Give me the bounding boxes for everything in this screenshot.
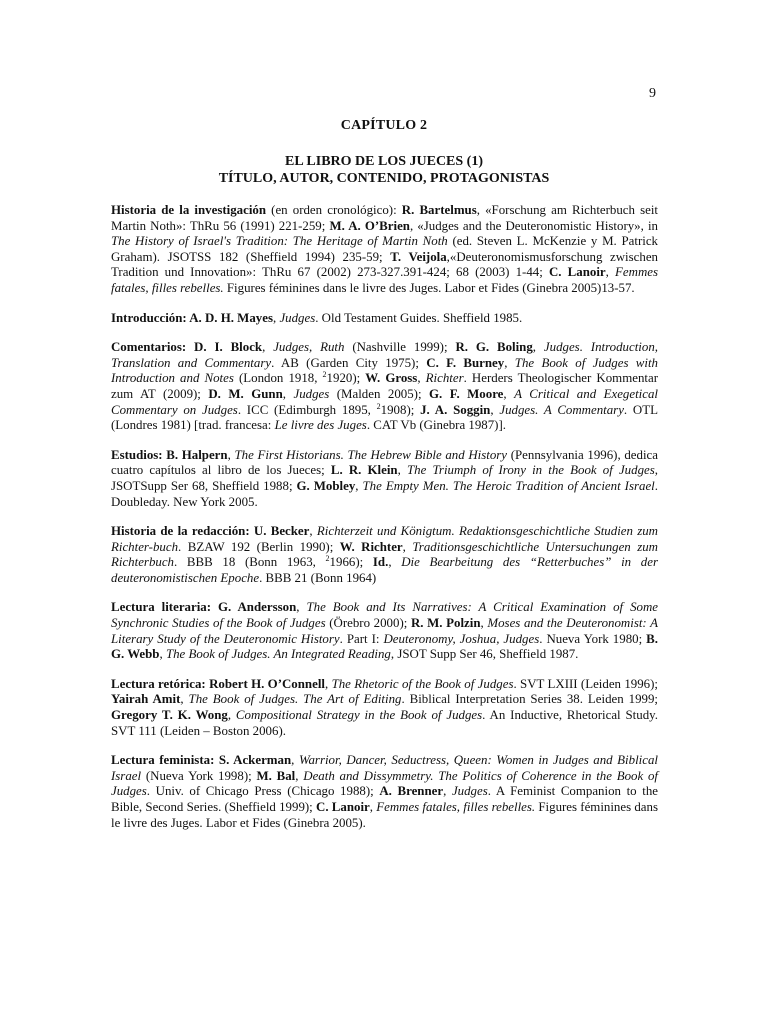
plain-text: , (504, 355, 515, 370)
bold-text: M. A. O’Brien (329, 218, 410, 233)
italic-title: The History of Israel's Tradition: The Heritage of Martin Noth (111, 234, 448, 249)
plain-text: 1920); (326, 371, 366, 386)
plain-text: . Nueva York 1980; (539, 631, 647, 646)
italic-title: Compositional Strategy in the Book of Judges (235, 708, 483, 723)
italic-title: Femmes fatales, filles rebelles. (376, 800, 536, 814)
bold-text: G. Mobley (296, 478, 356, 493)
plain-text: . Herders Theologischer Kommentar zum AT (2009); (111, 371, 658, 401)
plain-text: , (503, 386, 515, 401)
plain-text: , (490, 402, 500, 417)
plain-text: , (443, 784, 452, 799)
plain-text: . An Inductive, Rhetorical Study. SVT 111 (Leiden – Boston 2006). (111, 708, 658, 738)
bold-text: G. F. Moore (429, 386, 504, 401)
plain-text: . Univ. of Chicago Press (Chicago 1988); (146, 784, 380, 799)
plain-text: , (324, 676, 332, 691)
plain-text: . SVT LXIII (Leiden 1996); (513, 676, 658, 691)
plain-text: (Malden 2005); (329, 386, 430, 401)
plain-text: , (295, 768, 304, 783)
plain-text: (London 1918, (233, 371, 323, 386)
plain-text: , (355, 478, 363, 493)
italic-title: Richter (425, 371, 464, 386)
italic-title: The Book of Judges. An Integrated Reading (165, 647, 391, 662)
italic-title: Traditionsgeschichtliche Untersuchungen zum Richterbuch (111, 539, 658, 570)
bold-text: B. G. Webb (111, 631, 658, 662)
italic-title: Warrior, Dancer, Seductress, Queen: Women in Judges and Biblical Israel (111, 753, 658, 783)
italic-title: The Triumph of Irony in the Book of Judges (406, 463, 655, 478)
plain-text: , (532, 340, 544, 355)
plain-text: 1908); (380, 402, 421, 417)
title-line-1: EL LIBRO DE LOS JUECES (1) (285, 154, 483, 169)
plain-text: . BBB 18 (Bonn 1963, (174, 555, 326, 570)
plain-text: , (272, 310, 280, 325)
plain-text: . BBB 21 (Bonn 1964) (259, 570, 377, 585)
section-comentarios (111, 340, 658, 434)
bold-text: Estudios: B. Halpern (111, 447, 228, 462)
plain-text: . Part I: (339, 631, 384, 646)
plain-text: , (227, 708, 236, 723)
plain-text: , «Forschung am Richterbuch seit Martin Noth»: ThRu 56 (1991) 221-259; (111, 203, 658, 233)
italic-title: Judges (279, 310, 316, 325)
plain-text: . Old Testament Guides. Sheffield 1985. (315, 310, 523, 325)
bold-text: C. Lanoir (316, 800, 370, 814)
plain-text: , (227, 447, 235, 462)
italic-title: Judges. A Commentary (499, 402, 624, 417)
plain-text: , (397, 463, 407, 478)
bold-text: R. M. Polzin (410, 616, 481, 631)
plain-text: ,«Deuteronomismusforschung zwischen Tradition und Innovation»: ThRu 67 (2002) 273-327.391-424; 68 (2003) 1-44; (111, 249, 658, 280)
section-lectura-literaria (111, 600, 658, 662)
bold-text: Gregory T. K. Wong (111, 708, 228, 723)
chapter-heading: CAPÍTULO 2 (340, 118, 428, 133)
plain-text: , (296, 600, 307, 615)
bold-text: J. A. Soggin (420, 402, 491, 417)
bold-text: Lectura literaria: G. Andersson (111, 600, 297, 615)
bold-text: Historia de la investigación (111, 203, 267, 217)
edition-superscript: 2 (376, 401, 381, 411)
italic-title: Femmes fatales, filles rebelles. (111, 265, 658, 295)
plain-text: , (180, 692, 189, 707)
italic-title: Judges (293, 386, 330, 401)
section-lectura-retorica (111, 677, 658, 739)
italic-title: The Book of Judges. The Art of Editing (188, 692, 402, 707)
plain-text: (ed. Steven L. McKenzie y M. Patrick Graham). JSOTSS 182 (Sheffield 1994) 235-59; (111, 234, 658, 264)
italic-title: Judges (451, 784, 488, 799)
title-line-2: TÍTULO, AUTOR, CONTENIDO, PROTAGONISTAS (218, 171, 550, 186)
plain-text: , (309, 524, 317, 539)
italic-title: The Rhetoric of the Book of Judges (331, 676, 514, 691)
plain-text: 1966); (329, 555, 373, 570)
italic-title: A Critical and Exegetical Commentary on Judges (111, 386, 659, 417)
plain-text: . OTL (Londres 1981) [trad. francesa: (111, 402, 658, 433)
bold-text: D. M. Gunn (208, 386, 283, 401)
edition-superscript: 2 (325, 554, 330, 564)
italic-title: Death and Dissymmetry. The Politics of Coherence in the Book of Judges (111, 768, 658, 799)
plain-text: , «Judges and the Deuteronomistic History», in (409, 218, 658, 233)
italic-title: The Book of Judges with Introduction and Notes (111, 355, 658, 386)
plain-text: , (369, 800, 377, 814)
bold-text: Yairah Amit (111, 692, 181, 707)
plain-text: (Nueva York 1998); (141, 768, 257, 783)
italic-title: The First Historians. The Hebrew Bible and History (234, 447, 508, 462)
bold-text: Lectura feminista: S. Ackerman (111, 753, 292, 768)
bold-text: Comentarios: D. I. Block (111, 340, 263, 355)
plain-text: Figures féminines dans le livre des Juges. Labor et Fides (Ginebra 2005)13-57. (223, 280, 635, 295)
plain-text: . ICC (Edimburgh 1895, (237, 402, 377, 417)
italic-title: Moses and the Deuteronomist: A Literary Study of the Deuteronomic History (111, 616, 658, 646)
page-number: 9 (649, 86, 656, 101)
section-estudios (111, 448, 658, 510)
bold-text: R. Bartelmus (401, 203, 477, 217)
bold-text: R. G. Boling (455, 340, 533, 355)
plain-text: . Biblical Interpretation Series 38. Leiden 1999; (401, 692, 658, 707)
plain-text: (Pennsylvania 1996), dedica cuatro capítulos al libro de los Jueces; (111, 447, 658, 478)
bold-text: Introducción: A. D. H. Mayes (111, 310, 273, 325)
plain-text: . BZAW 192 (Berlin 1990); (178, 539, 340, 554)
bold-text: W. Richter (339, 539, 403, 554)
plain-text: (Nashville 1999); (344, 340, 456, 355)
chapter-title (0, 153, 768, 187)
section-lectura-feminista (111, 753, 658, 831)
edition-superscript: 2 (322, 370, 327, 380)
bold-text: Lectura retórica: Robert H. O’Connell (111, 676, 325, 691)
plain-text: , (480, 616, 488, 631)
section-historia-redaccion (111, 524, 658, 586)
plain-text: , JSOTSupp Ser 68, Sheffield 1988; (111, 463, 658, 493)
plain-text: , (605, 265, 616, 280)
section-introduccion (111, 311, 658, 327)
plain-text: . Doubleday. New York 2005. (111, 478, 658, 509)
bold-text: M. Bal (256, 768, 296, 783)
plain-text: , (159, 647, 166, 662)
bold-text: Id. (372, 555, 389, 570)
plain-text: , (417, 371, 426, 386)
italic-title: Judges. Introduction, Translation and Commentary (111, 340, 658, 370)
italic-title: Deuteronomy, Joshua, Judges (383, 631, 540, 646)
plain-text: (Örebro 2000); (325, 616, 411, 631)
plain-text: , (262, 340, 274, 355)
bold-text: L. R. Klein (330, 463, 398, 478)
italic-title: The Empty Men. The Heroic Tradition of Ancient Israel (362, 478, 655, 493)
bold-text: A. Brenner (379, 784, 444, 799)
italic-title: The Book and Its Narratives: A Critical Examination of Some Synchronic Studies of the Book of Judges (111, 600, 659, 631)
plain-text: , (388, 555, 402, 570)
plain-text: , JSOT Supp Ser 46, Sheffield 1987. (390, 647, 579, 662)
italic-title: Judges, Ruth (273, 340, 345, 355)
plain-text: . A Feminist Companion to the Bible, Second Series. (Sheffield 1999); (111, 784, 658, 814)
plain-text: , (282, 386, 294, 401)
plain-text: (en orden cronológico): (266, 203, 402, 217)
bold-text: C. Lanoir (548, 265, 606, 280)
plain-text: , (291, 753, 299, 768)
italic-title: Le livre des Juges (274, 418, 367, 433)
bold-text: T. Veijola (390, 249, 447, 264)
plain-text: Figures féminines dans le livre des Juges. Labor et Fides (Ginebra 2005). (111, 800, 658, 830)
bold-text: C. F. Burney (426, 355, 505, 370)
bold-text: Historia de la redacción: U. Becker (111, 524, 310, 539)
bibliography-body (111, 203, 658, 845)
plain-text: . CAT Vb (Ginebra 1987)]. (366, 418, 506, 433)
italic-title: Die Bearbeitung des “Retterbuches” in der deuteronomistischen Epoche (111, 555, 658, 585)
bold-text: W. Gross (365, 371, 418, 386)
section-historia-investigacion (111, 203, 658, 297)
italic-title: Richterzeit und Königtum. Redaktionsgeschichtliche Studien zum Richter-buch (111, 524, 658, 554)
plain-text: , (402, 539, 413, 554)
plain-text: . AB (Garden City 1975); (271, 355, 427, 370)
